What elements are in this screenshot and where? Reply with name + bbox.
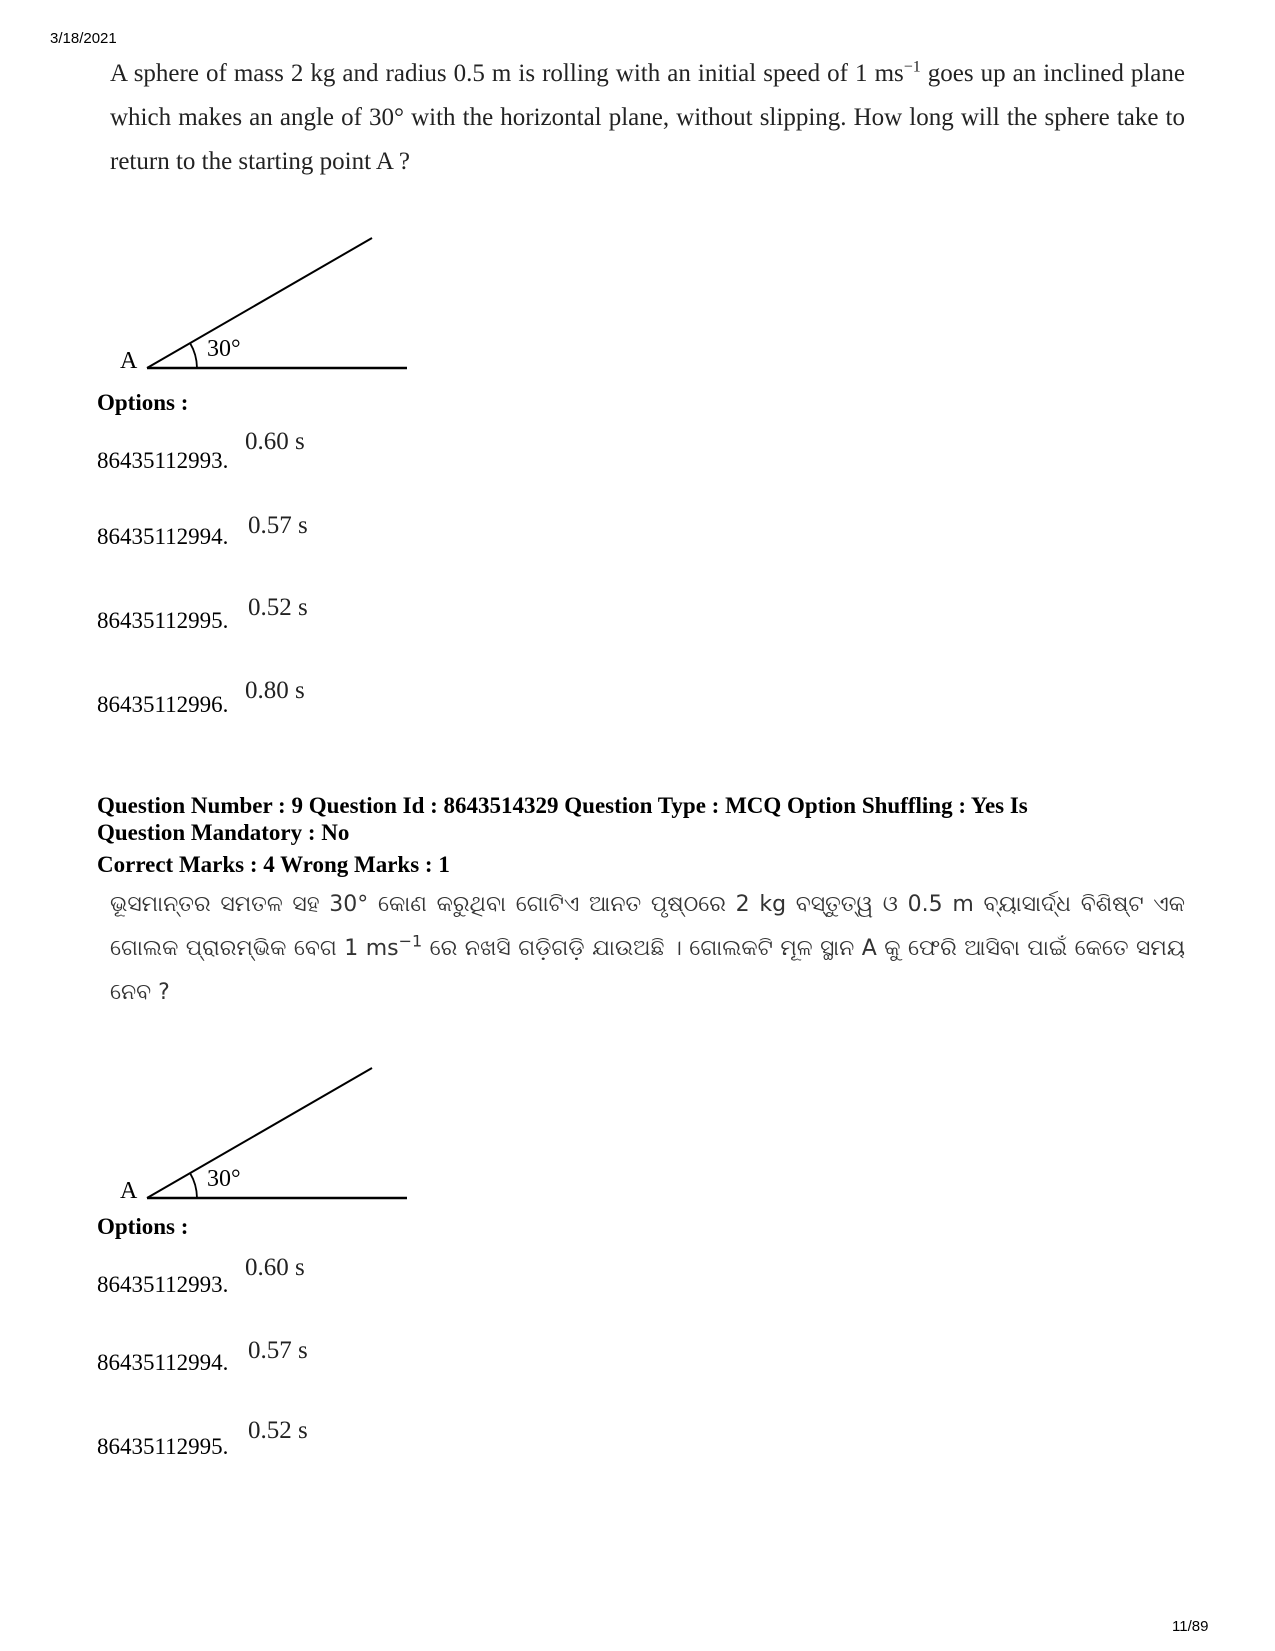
option-id: 86435112996.	[97, 692, 229, 717]
option-id: 86435112994.	[97, 1350, 229, 1375]
question-1-text: A sphere of mass 2 kg and radius 0.5 m is rolling with an initial speed of 1 $ms^{-1}$ goes up an inclined plane which makes an angle of 30° with the horizontal plane, without slipping. How long will the sphere take to return to the starting point A ?	[110, 58, 1186, 175]
angle-arc	[190, 1173, 197, 1198]
option-value: 0.80 s	[245, 677, 305, 704]
option-id: 86435112993.	[97, 1272, 229, 1297]
question-meta-line-1: Question Number : 9 Question Id : 8643514329 Question Type : MCQ Option Shuffling : Yes Is	[97, 793, 1028, 818]
angle-arc	[190, 343, 197, 368]
options-label-2: Options :	[97, 1214, 189, 1239]
options-label-1: Options :	[97, 390, 189, 415]
print-date: 3/18/2021	[50, 30, 117, 47]
option-id: 86435112995.	[97, 608, 229, 633]
option-value: 0.57 s	[248, 1337, 308, 1364]
inclined-plane-diagram-1	[110, 230, 420, 380]
point-a-label: A	[120, 348, 138, 374]
point-a-label: A	[120, 1178, 138, 1204]
option-value: 0.60 s	[245, 428, 305, 455]
incline-line	[147, 1068, 372, 1198]
inclined-plane-diagram-2	[110, 1060, 420, 1210]
option-id: 86435112994.	[97, 524, 229, 549]
option-value: 0.52 s	[248, 594, 308, 621]
question-meta-line-2: Question Mandatory : No	[97, 820, 350, 845]
angle-label: 30°	[207, 1166, 241, 1192]
incline-line	[147, 238, 372, 368]
question-2-text: ଭୂସମାନ୍ତର ସମତଳ ସହ 30° କୋଣ କରୁଥିବା ଗୋଟିଏ ଆନତ ପୃଷ୍ଠରେ 2 kg ବସ୍ତୁତ୍ୱ ଓ 0.5 m ବ୍ୟାସାର୍ଦ୍ଧ ବିଶିଷ୍ଟ ଏକ ଗୋଲକ ପ୍ରାରମ୍ଭିକ ବେଗ 1 $ms^{-1}$ ରେ ନଖସି ଗଡ଼ିଗଡ଼ି ଯାଉଅଛି । ଗୋଲକଟି ମୂଳ ସ୍ଥାନ A କୁ ଫେରି ଆସିବା ପାଇଁ କେତେ ସମୟ ନେବ ?	[110, 892, 1185, 1005]
option-value: 0.52 s	[248, 1417, 308, 1444]
marks-line: Correct Marks : 4 Wrong Marks : 1	[97, 852, 450, 877]
option-id: 86435112993.	[97, 448, 229, 473]
option-value: 0.57 s	[248, 512, 308, 539]
angle-label: 30°	[207, 336, 241, 362]
page-number: 11/89	[1172, 1618, 1209, 1635]
option-value: 0.60 s	[245, 1254, 305, 1281]
option-id: 86435112995.	[97, 1434, 229, 1459]
